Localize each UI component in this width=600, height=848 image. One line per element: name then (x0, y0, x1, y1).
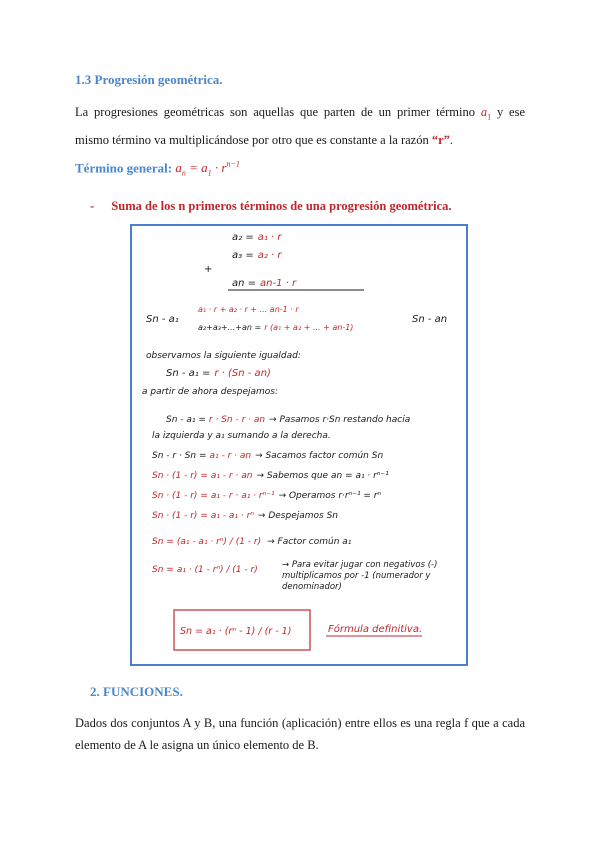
section-heading: 1.3 Progresión geométrica. (75, 72, 223, 87)
general-term (75, 160, 240, 178)
general-term-label: Término general: (75, 160, 173, 176)
ratio-label: “r” (431, 132, 450, 147)
hw-line: Sn · (1 - r) = a₁ - a₁ · rⁿ → Despejamos Sn (152, 511, 338, 521)
hw-line: a₁ · r + a₂ · r + ... an-1 · r (198, 305, 299, 314)
a1-var: a (201, 160, 208, 176)
hw-line: observamos la siguiente igualdad: (146, 351, 301, 361)
hw-line: an = an-1 · r (232, 278, 297, 289)
hw-line: Sn - a₁ = r · (Sn - an) (166, 368, 271, 379)
hw-line: a₃ = a₂ · r (232, 250, 282, 261)
section-2-heading: 2. FUNCIONES. (90, 684, 183, 699)
intro-text-1: La progresiones geométricas son aquellas que parten de un primer término (75, 105, 481, 119)
hw-line: a partir de ahora despejamos: (142, 387, 279, 397)
general-term-formula (175, 160, 240, 178)
r-exp: n−1 (226, 160, 240, 169)
hw-line: Sn · (1 - r) = a₁ - r · a₁ · rⁿ⁻¹ → Operamos r·rⁿ⁻¹ = rⁿ (152, 491, 382, 501)
handwritten-notes (132, 226, 465, 663)
hw-line: Sn = a₁ · (rⁿ - 1) / (r - 1) (180, 626, 292, 637)
intro-end: . (449, 132, 454, 147)
eq-sign: = (185, 160, 202, 176)
sum-subheading (90, 199, 452, 214)
an-var: a (175, 160, 182, 176)
hw-line: Sn = a₁ · (1 - rⁿ) / (1 - r) (152, 565, 258, 575)
hw-line: Sn - a₁ = r · Sn - r · an → Pasamos r·Sn restando hacia (166, 415, 411, 425)
a1-sub: 1 (207, 168, 212, 178)
hw-line: Sn · (1 - r) = a₁ - r · an → Sabemos que an = a₁ · rⁿ⁻¹ (152, 471, 389, 481)
hw-line: la izquierda y a₁ sumando a la derecha. (152, 431, 331, 441)
intro-paragraph (75, 101, 525, 151)
first-term-var: a (480, 105, 488, 119)
hw-line: Sn - a₁ (146, 314, 179, 325)
intro-text-2: y ese mismo término va multiplicándose por otro que es constante a la razón (75, 105, 525, 147)
handwritten-notes-box (130, 224, 468, 666)
r-var: r (221, 160, 227, 176)
dot-op: · (211, 160, 222, 176)
hw-line: a₂ = a₁ · r (232, 232, 282, 243)
bullet-dash: - (90, 199, 95, 213)
an-sub: n (181, 168, 186, 178)
sum-subheading-text: Suma de los n primeros términos de una progresión geométrica. (111, 199, 452, 213)
hw-line: + (204, 264, 213, 275)
hw-line: Sn - r · Sn = a₁ - r · an → Sacamos factor común Sn (152, 451, 384, 461)
hw-note-negatives: → Para evitar jugar con negativos (-) multiplicamos por -1 (numerador y denominador) (282, 560, 438, 592)
hw-line: Sn - an (412, 314, 448, 325)
first-term-sub: 1 (487, 112, 492, 122)
hw-line: Sn = (a₁ - a₁ · rⁿ) / (1 - r) → Factor común a₁ (152, 537, 352, 547)
hw-line: Fórmula definitiva. (328, 624, 423, 635)
functions-paragraph: Dados dos conjuntos A y B, una función (aplicación) entre ellos es una regla f que a cada elemento de A le asigna un único elemento de B. (75, 716, 525, 752)
hw-line: a₂+a₃+...+an = r (a₁ + a₂ + ... + an-1) (198, 323, 354, 332)
